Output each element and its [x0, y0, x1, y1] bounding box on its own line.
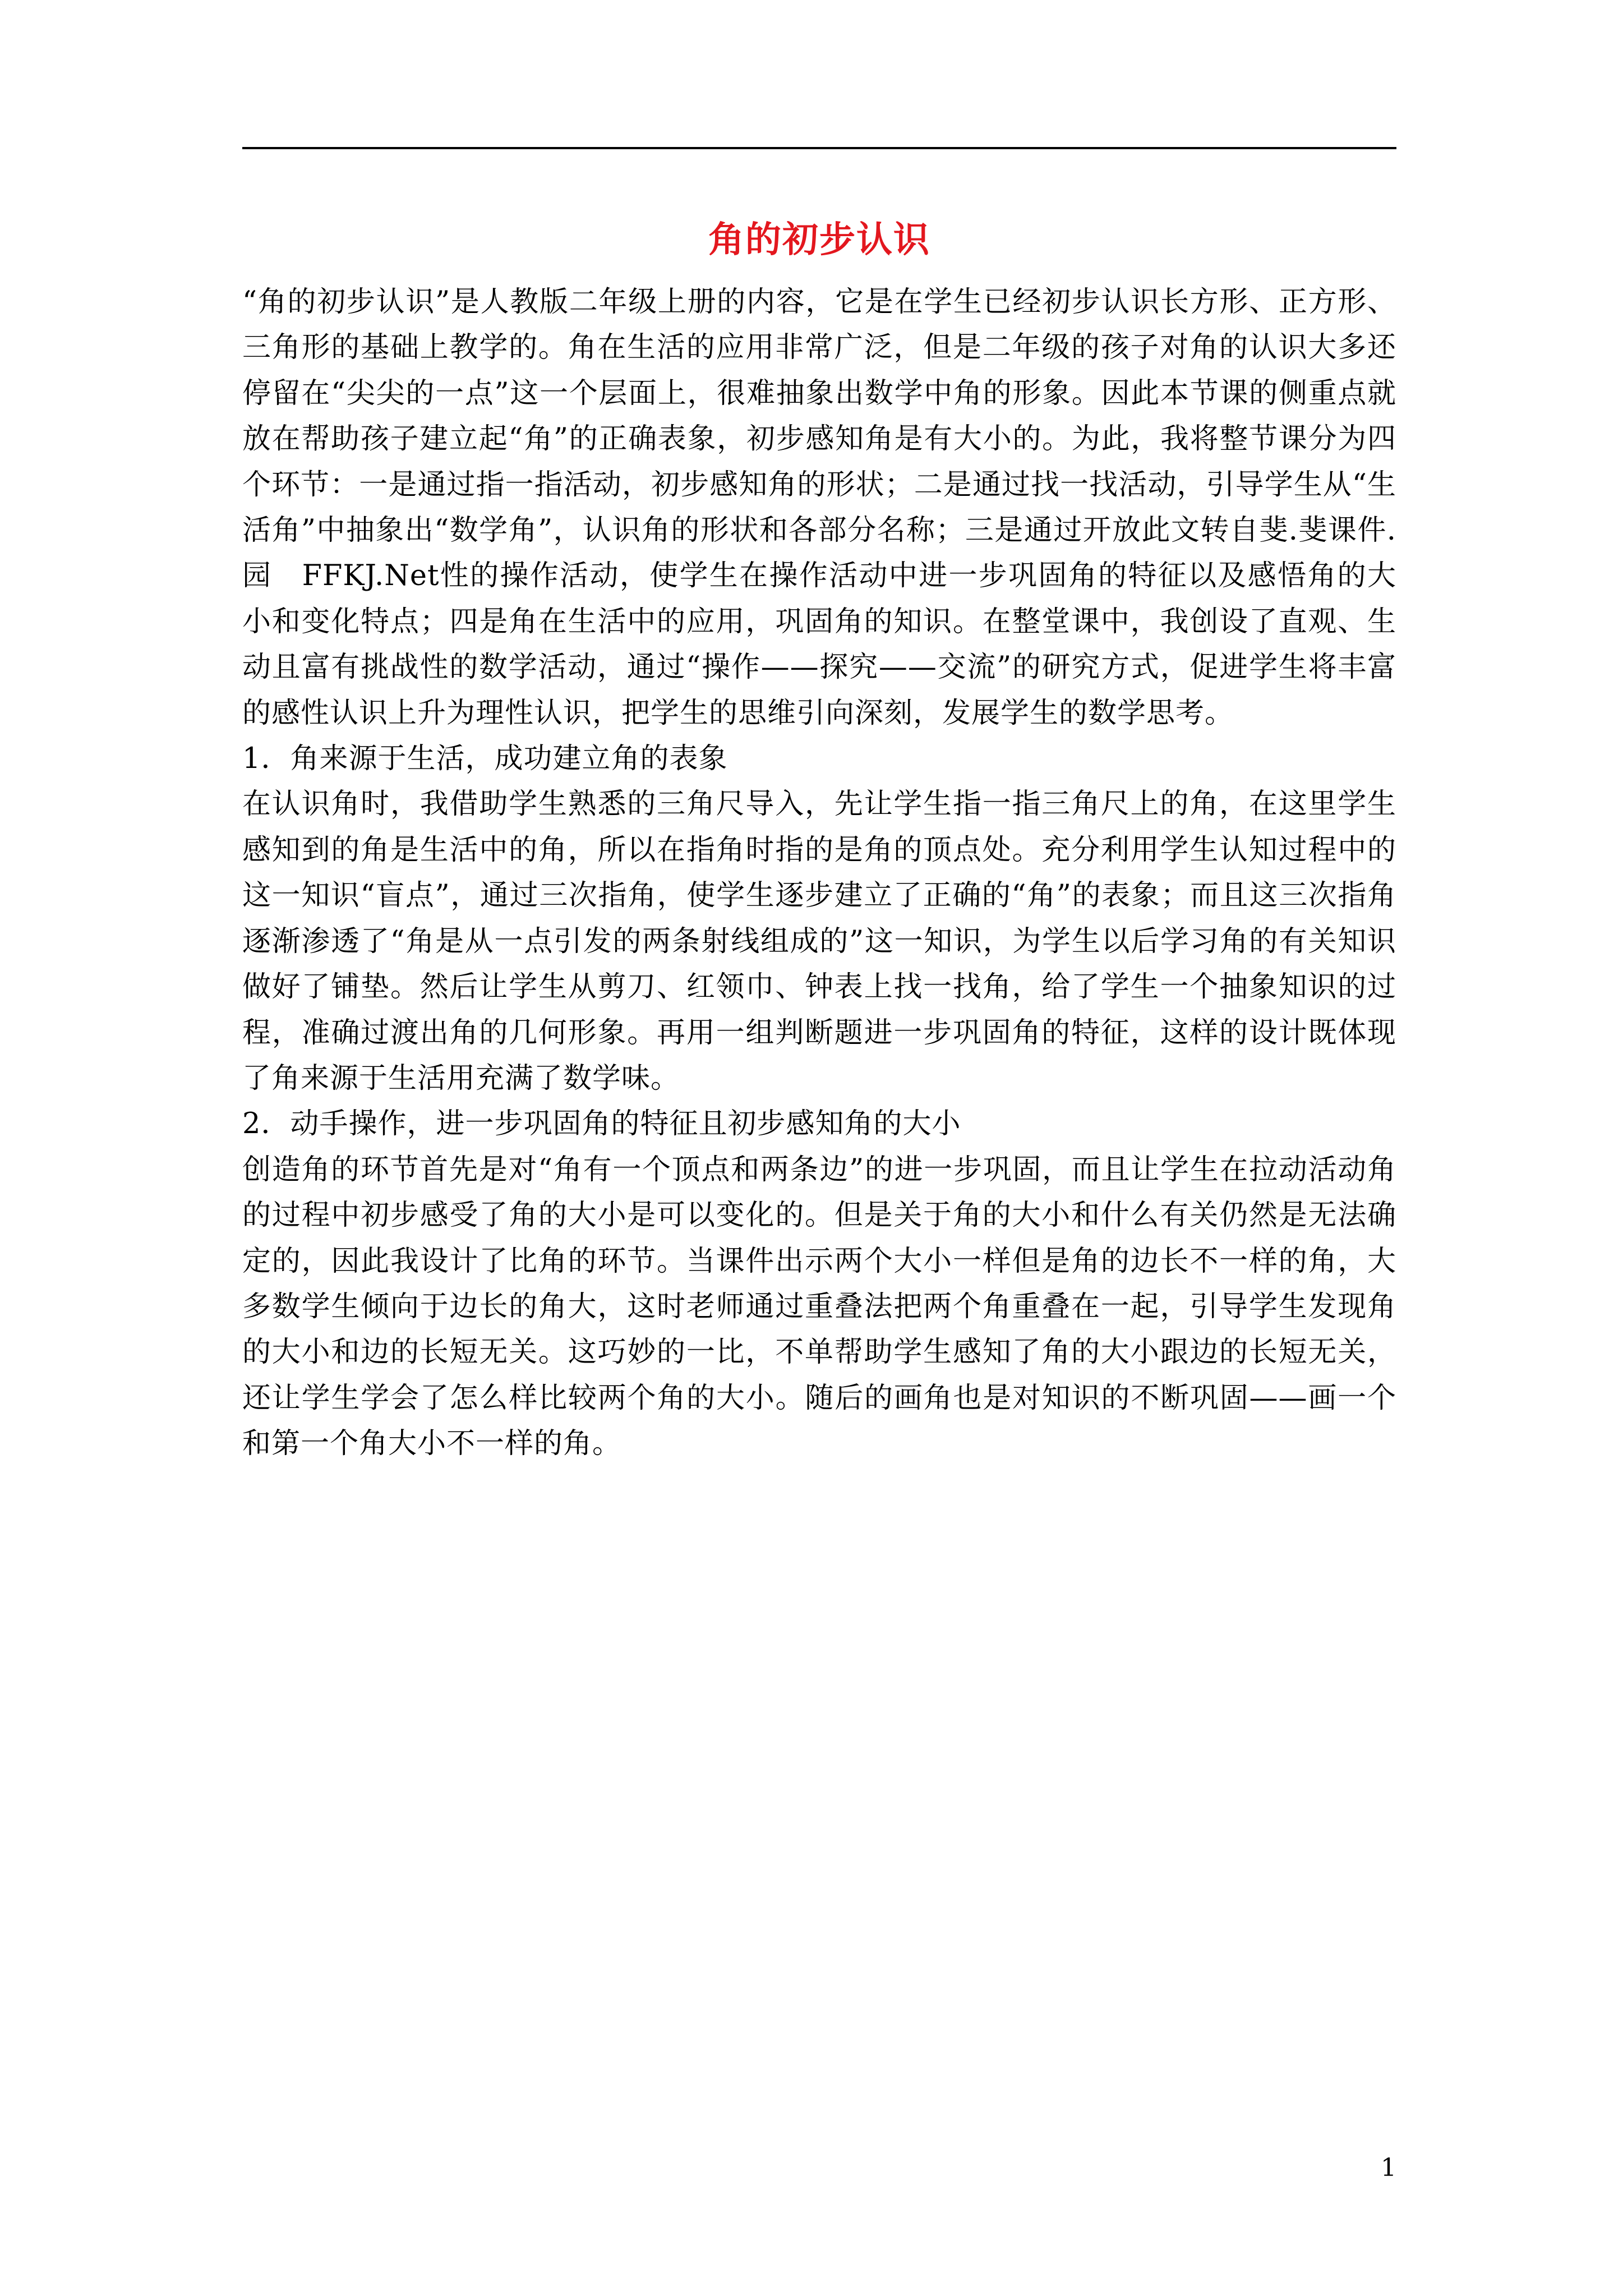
document-title: 角的初步认识 — [708, 219, 930, 261]
section-1-paragraph: 在认识角时，我借助学生熟悉的三角尺导入，先让学生指一指三角尺上的角，在这里学生感知到的角是生活中的角，所以在指角时指的是角的顶点处。充分利用学生认知过程中的这一知识“盲点”，通过三次指角，使学生逐步建立了正确的“角”的表象；而且这三次指角逐渐渗透了“角是从一点引发的两条射线组成的”这一知识，为学生以后学习角的有关知识做好了铺垫。然后让学生从剪刀、红领巾、钟表上找一找角，给了学生一个抽象知识的过程，准确过渡出角的几何形象。再用一组判断题进一步巩固角的特征，这样的设计既体现了角来源于生活用充满了数学味。 — [242, 788, 1396, 1095]
document-body — [242, 279, 1396, 1467]
section-heading-2: 2．动手操作，进一步巩固角的特征且初步感知角的大小 — [242, 1107, 961, 1141]
section-2-paragraph: 创造角的环节首先是对“角有一个顶点和两条边”的进一步巩固，而且让学生在拉动活动角的过程中初步感受了角的大小是可以变化的。但是关于角的大小和什么有关仍然是无法确定的，因此我设计了比角的环节。当课件出示两个大小一样但是角的边长不一样的角，大多数学生倾向于边长的角大，这时老师通过重叠法把两个角重叠在一起，引导学生发现角的大小和边的长短无关。这巧妙的一比，不单帮助学生感知了角的大小跟边的长短无关，还让学生学会了怎么样比较两个角的大小。随后的画角也是对知识的不断巩固——画一个和第一个角大小不一样的角。 — [242, 1153, 1396, 1461]
page-number: 1 — [1381, 2154, 1396, 2182]
intro-paragraph: “角的初步认识”是人教版二年级上册的内容，它是在学生已经初步认识长方形、正方形、三角形的基础上教学的。角在生活的应用非常广泛，但是二年级的孩子对角的认识大多还停留在“尖尖的一点”这一个层面上，很难抽象出数学中角的形象。因此本节课的侧重点就放在帮助孩子建立起“角”的正确表象，初步感知角是有大小的。为此，我将整节课分为四个环节：一是通过指一指活动，初步感知角的形状；二是通过找一找活动，引导学生从“生活角”中抽象出“数学角”，认识角的形状和各部分名称；三是通过开放此文转自斐.斐课件.园 FFKJ.Net性的操作活动，使学生在操作活动中进一步巩固角的特征以及感悟角的大小和变化特点；四是角在生活中的应用，巩固角的知识。在整堂课中，我创设了直观、生动且富有挑战性的数学活动，通过“操作——探究——交流”的研究方式，促进学生将丰富的感性认识上升为理性认识，把学生的思维引向深刻，发展学生的数学思考。 — [242, 286, 1396, 730]
header-rule — [242, 147, 1396, 149]
section-heading-1: 1．角来源于生活，成功建立角的表象 — [242, 742, 728, 776]
